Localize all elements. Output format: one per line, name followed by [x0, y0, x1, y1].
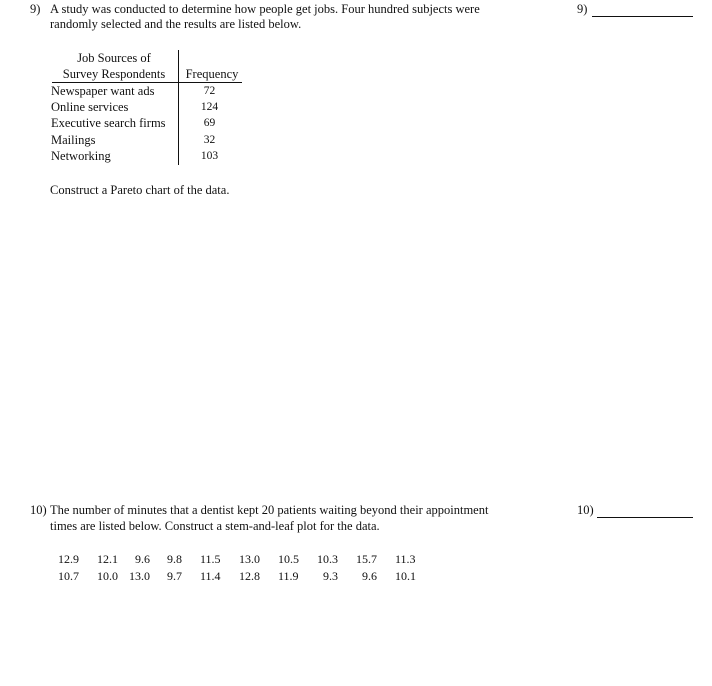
- data-value: 13.0: [239, 552, 260, 566]
- table-row-frequency: 32: [203, 134, 216, 146]
- problem-10-number: 10): [30, 503, 47, 517]
- data-value: 10.7: [58, 569, 79, 583]
- data-value: 11.4: [200, 569, 221, 583]
- table-row-source: Executive search firms: [51, 116, 166, 130]
- table-header-left-line-1: Job Sources of: [77, 51, 151, 65]
- table-row-source: Networking: [51, 149, 111, 163]
- data-value: 13.0: [129, 569, 150, 583]
- data-value: 9.8: [167, 552, 182, 566]
- data-value: 11.9: [278, 569, 299, 583]
- data-value: 12.9: [58, 552, 79, 566]
- problem-9-answer-label: 9): [577, 2, 588, 16]
- table-row-source: Newspaper want ads: [51, 84, 155, 98]
- data-value: 12.1: [97, 552, 118, 566]
- table-header-frequency: Frequency: [185, 67, 239, 81]
- problem-9-instruction: Construct a Pareto chart of the data.: [50, 183, 230, 197]
- data-row-1: [58, 552, 478, 568]
- job-sources-table: [50, 50, 250, 170]
- data-row-2: [58, 569, 478, 585]
- data-value: 10.1: [395, 569, 416, 583]
- data-value: 9.7: [167, 569, 182, 583]
- data-value: 9.6: [135, 552, 150, 566]
- table-row-frequency: 72: [203, 85, 216, 97]
- table-row-source: Online services: [51, 100, 129, 114]
- problem-9-number: 9): [30, 2, 41, 16]
- table-row-frequency: 103: [200, 150, 219, 162]
- problem-9-text-line-1: A study was conducted to determine how people get jobs. Four hundred subjects were: [50, 2, 480, 16]
- data-value: 11.5: [200, 552, 221, 566]
- data-value: 10.3: [317, 552, 338, 566]
- table-vertical-divider: [178, 50, 179, 165]
- data-value: 9.6: [362, 569, 377, 583]
- table-row-frequency: 69: [203, 117, 216, 129]
- problem-10-text-line-1: The number of minutes that a dentist kept 20 patients waiting beyond their appointment: [50, 503, 489, 517]
- data-value: 9.3: [323, 569, 338, 583]
- waiting-times-data: [58, 552, 478, 588]
- data-value: 10.5: [278, 552, 299, 566]
- data-value: 15.7: [356, 552, 377, 566]
- problem-9-answer-blank[interactable]: [592, 16, 693, 17]
- problem-10-answer-blank[interactable]: [597, 517, 693, 518]
- table-row-source: Mailings: [51, 133, 96, 147]
- data-value: 11.3: [395, 552, 416, 566]
- data-value: 10.0: [97, 569, 118, 583]
- table-header-left-line-2: Survey Respondents: [62, 67, 166, 81]
- problem-10-text-line-2: times are listed below. Construct a stem-and-leaf plot for the data.: [50, 519, 380, 533]
- problem-10-answer-label: 10): [577, 503, 594, 517]
- table-row-frequency: 124: [200, 101, 219, 113]
- problem-9-text-line-2: randomly selected and the results are listed below.: [50, 17, 302, 31]
- data-value: 12.8: [239, 569, 260, 583]
